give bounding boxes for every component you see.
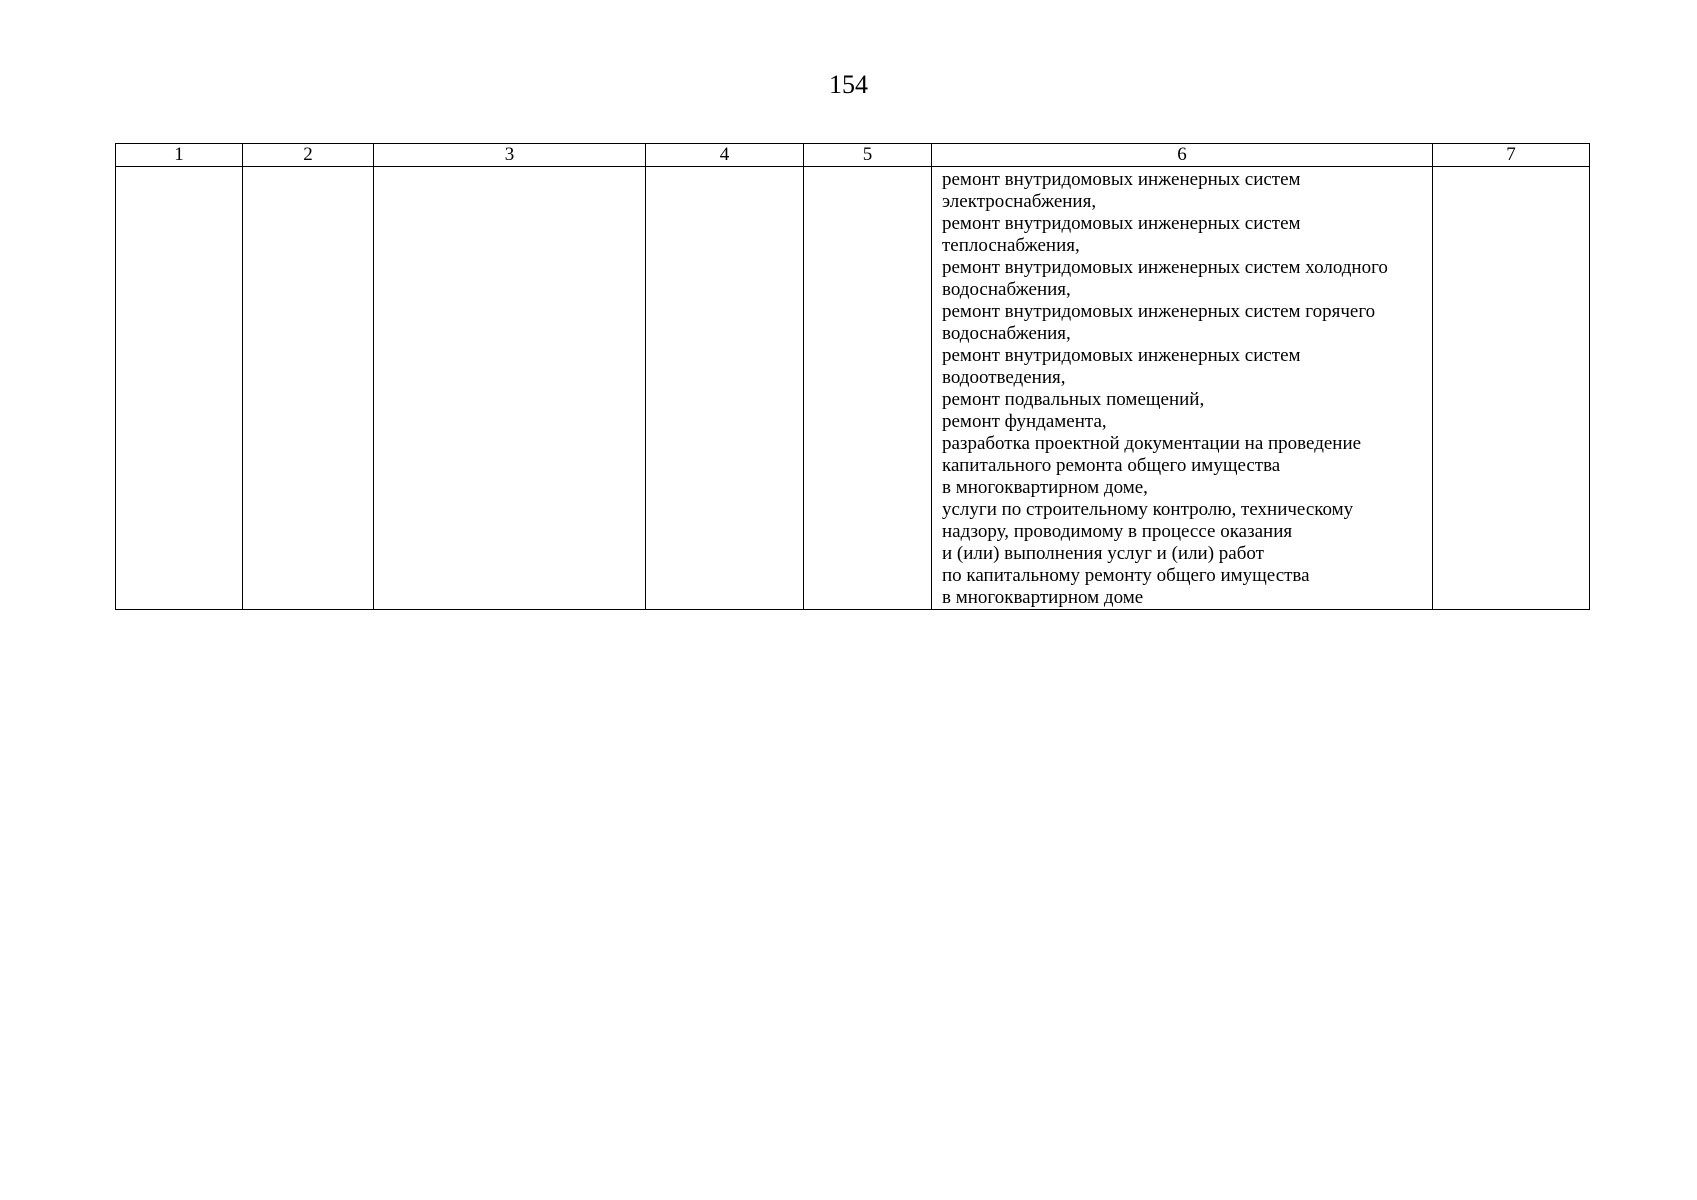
work-type-line: ремонт внутридомовых инженерных систем горячего [942,301,1376,322]
cell-col-3 [374,167,646,610]
work-type-line: ремонт внутридомовых инженерных систем холодного [942,257,1388,278]
document-table [115,143,1590,610]
work-type-line: капитального ремонта общего имущества [942,455,1281,476]
work-type-line: услуги по строительному контролю, техническому [942,499,1354,520]
work-type-line: водоснабжения, [942,279,1071,300]
work-type-line: водоснабжения, [942,323,1071,344]
work-type-line: ремонт внутридомовых инженерных систем [942,345,1301,366]
column-header-6: 6 [932,144,1433,167]
cell-col-1 [116,167,243,610]
work-type-line: электроснабжения, [942,191,1097,212]
work-types-list [932,167,1432,609]
work-type-line: ремонт фундамента, [942,411,1107,432]
column-header-5: 5 [804,144,932,167]
cell-col-4 [646,167,804,610]
work-type-line: в многоквартирном доме [942,587,1144,608]
cell-col-6 [932,167,1433,610]
page-number: 154 [829,70,868,99]
cell-col-2 [243,167,374,610]
work-type-line: ремонт внутридомовых инженерных систем [942,213,1301,234]
column-header-1: 1 [116,144,243,167]
table-row [116,167,1590,610]
column-header-2: 2 [243,144,374,167]
work-type-line: теплоснабжения, [942,235,1080,256]
work-type-line: ремонт внутридомовых инженерных систем [942,169,1301,190]
work-type-line: и (или) выполнения услуг и (или) работ [942,543,1264,564]
work-type-line: водоотведения, [942,367,1066,388]
work-type-line: по капитальному ремонту общего имущества [942,565,1310,586]
cell-col-7 [1433,167,1590,610]
work-type-line: надзору, проводимому в процессе оказания [942,521,1293,542]
work-type-line: разработка проектной документации на проведение [942,433,1362,454]
work-type-line: в многоквартирном доме, [942,477,1148,498]
column-header-3: 3 [374,144,646,167]
cell-col-5 [804,167,932,610]
column-header-4: 4 [646,144,804,167]
work-type-line: ремонт подвальных помещений, [942,389,1205,410]
table-header-row [116,144,1590,167]
column-header-7: 7 [1433,144,1590,167]
